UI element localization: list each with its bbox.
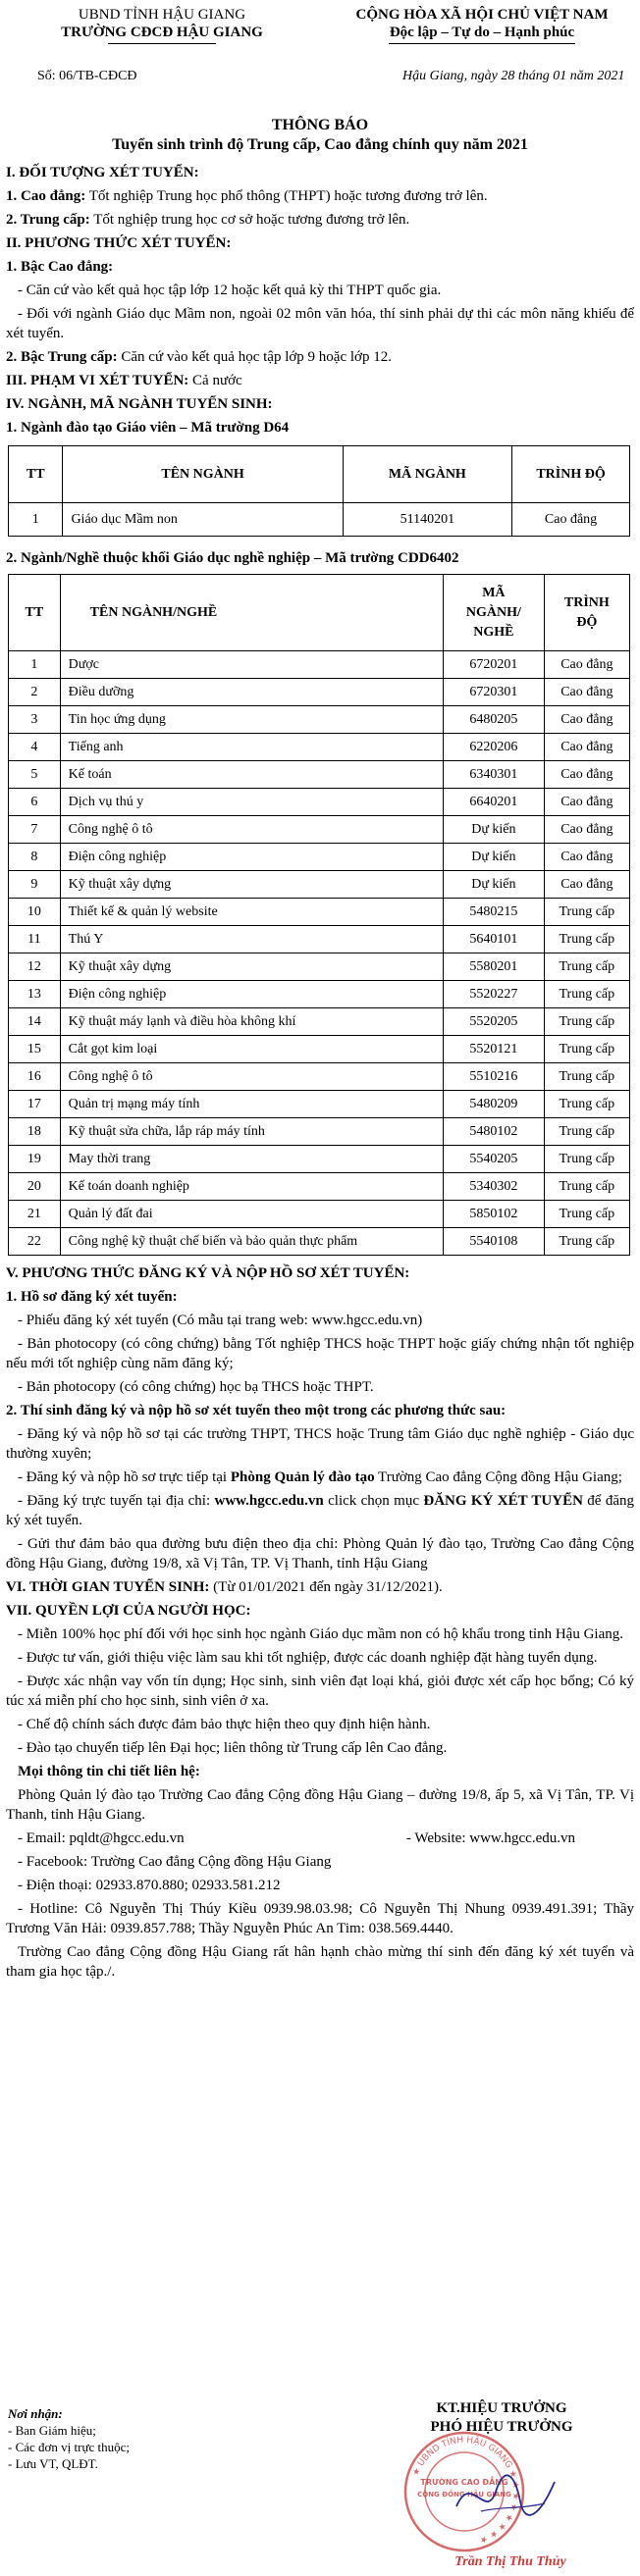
cell: 5340302 xyxy=(444,1173,545,1201)
document-date: Hậu Giang, ngày 28 tháng 01 năm 2021 xyxy=(402,69,625,83)
section-1-heading: I. ĐỐI TƯỢNG XÉT TUYỂN: xyxy=(6,165,199,180)
section-3-heading: III. PHẠM VI XÉT TUYỂN: xyxy=(6,373,189,388)
contact-email-web xyxy=(6,1829,634,1848)
table-row xyxy=(9,899,630,926)
document-body xyxy=(6,159,634,1985)
section-1-item-1 xyxy=(6,186,634,206)
cell: Dự kiến xyxy=(444,816,545,844)
cell: 20 xyxy=(9,1173,61,1201)
cell: 1 xyxy=(9,651,61,679)
signer-title-1: KT.HIỆU TRƯỞNG xyxy=(436,2400,567,2416)
item-text: Tốt nghiệp Trung học phổ thông (THPT) hoặc tương đương trở lên. xyxy=(85,188,488,204)
section-5-para-7: - Gửi thư đảm bảo qua đường bưu điện theo địa chỉ: Phòng Quản lý đào tạo, Trường Cao đẳng Cộng đồng Hậu Giang, đường 19/8, xã Vị Tân, TP. Vị Thanh, tỉnh Hậu Giang xyxy=(6,1536,634,1571)
cell: Công nghệ kỹ thuật chế biến và bảo quản thực phẩm xyxy=(60,1228,443,1256)
cell: Trung cấp xyxy=(544,926,629,953)
table-row xyxy=(9,734,630,761)
section-5-para-6 xyxy=(6,1491,634,1530)
cell: 13 xyxy=(9,981,61,1008)
cell: Dự kiến xyxy=(444,871,545,899)
table-row xyxy=(9,871,630,899)
document-title xyxy=(0,116,640,155)
table-row xyxy=(9,981,630,1008)
cell: Thiết kế & quản lý website xyxy=(60,899,443,926)
section-7-para-4: - Chế độ chính sách được đảm bảo thực hiện theo quy định hiện hành. xyxy=(18,1717,431,1732)
cell: Kế toán doanh nghiệp xyxy=(60,1173,443,1201)
section-2-para-1: - Căn cứ vào kết quả học tập lớp 12 hoặc kết quả kỳ thi THPT quốc gia. xyxy=(18,283,442,298)
svg-text:★ UBND TỈNH HẬU GIANG ★ ★ ★ ★: ★ UBND TỈNH HẬU GIANG ★ ★ ★ ★ ★ ★ ★ ★ xyxy=(410,2435,521,2546)
document-header xyxy=(0,6,640,92)
table-row xyxy=(9,844,630,871)
handwritten-signature xyxy=(452,2462,560,2531)
cell: Trung cấp xyxy=(544,981,629,1008)
cell: 22 xyxy=(9,1228,61,1256)
table-row xyxy=(9,953,630,981)
cell: Công nghệ ô tô xyxy=(60,1063,443,1091)
cell: Cao đẳng xyxy=(544,651,629,679)
cell: 10 xyxy=(9,899,61,926)
cell: Trung cấp xyxy=(544,1036,629,1063)
col-header: TT xyxy=(9,446,63,503)
cell: Trung cấp xyxy=(544,953,629,981)
cell: Tin học ứng dụng xyxy=(60,706,443,734)
cell: Cao đẳng xyxy=(544,679,629,706)
closing-statement: Trường Cao đẳng Cộng đồng Hậu Giang rất hân hạnh chào mừng thí sinh đến đăng ký xét tuyển và tham gia học tập./. xyxy=(6,1944,634,1980)
table-row xyxy=(9,926,630,953)
cell: Cao đẳng xyxy=(544,761,629,789)
cell: Cao đẳng xyxy=(512,503,630,537)
cell: Cắt gọt kim loại xyxy=(60,1036,443,1063)
cell: 14 xyxy=(9,1008,61,1036)
col-header: TÊN NGÀNH/NGHỀ xyxy=(60,575,443,651)
recipient-item: - Các đơn vị trực thuộc; xyxy=(8,2440,131,2454)
cell: 3 xyxy=(9,706,61,734)
table-header-row xyxy=(9,575,630,651)
cell: 8 xyxy=(9,844,61,871)
section-5-para-2: - Bản photocopy (có công chứng) bằng Tốt nghiệp THCS hoặc THPT hoặc giấy chứng nhận tốt nghiệp nếu mới tốt nghiệp cùng năm đăng ký; xyxy=(6,1336,634,1371)
cell: 12 xyxy=(9,953,61,981)
cell: Trung cấp xyxy=(544,899,629,926)
table-row xyxy=(9,1146,630,1173)
col-header: TRÌNH ĐỘ xyxy=(544,575,629,651)
cell: Giáo dục Mầm non xyxy=(63,503,343,537)
cell: Trung cấp xyxy=(544,1228,629,1256)
contact-website[interactable]: - Website: www.hgcc.edu.vn xyxy=(405,1830,575,1846)
table-row xyxy=(9,1228,630,1256)
website-link[interactable]: www.hgcc.edu.vn xyxy=(214,1493,324,1509)
issuing-org xyxy=(0,6,324,44)
cell: 5580201 xyxy=(444,953,545,981)
section-6 xyxy=(6,1577,634,1597)
section-5-para-5 xyxy=(6,1468,634,1487)
section-5-heading: V. PHƯƠNG THỨC ĐĂNG KÝ VÀ NỘP HỒ SƠ XÉT TUYỂN: xyxy=(6,1265,410,1281)
cell: Tiếng anh xyxy=(60,734,443,761)
cell: 5520227 xyxy=(444,981,545,1008)
table-teacher-programs xyxy=(8,445,630,537)
cell: 5850102 xyxy=(444,1201,545,1228)
text-run: click chọn mục xyxy=(323,1493,424,1509)
cell: 1 xyxy=(9,503,63,537)
cell: 5480215 xyxy=(444,899,545,926)
text-run: ĐĂNG KÝ XÉT TUYỂN xyxy=(423,1493,583,1509)
col-header: TÊN NGÀNH xyxy=(63,446,343,503)
contact-email[interactable]: - Email: pqldt@hgcc.edu.vn xyxy=(18,1830,185,1846)
item-label: 2. Bậc Trung cấp: xyxy=(6,349,118,365)
cell: 6720301 xyxy=(444,679,545,706)
cell: 4 xyxy=(9,734,61,761)
cell: Quản lý đất đai xyxy=(60,1201,443,1228)
cell: Kỹ thuật xây dựng xyxy=(60,953,443,981)
table-row xyxy=(9,761,630,789)
section-5-sub-1: 1. Hồ sơ đăng ký xét tuyển: xyxy=(6,1289,178,1305)
country-line-1: CỘNG HÒA XÃ HỘI CHỦ VIỆT NAM xyxy=(355,7,609,23)
contact-facebook: - Facebook: Trường Cao đẳng Cộng đồng Hậu Giang xyxy=(18,1854,332,1870)
cell: Thú Y xyxy=(60,926,443,953)
cell: Kế toán xyxy=(60,761,443,789)
table-row xyxy=(9,706,630,734)
table-2-caption: 2. Ngành/Nghề thuộc khối Giáo dục nghề nghiệp – Mã trường CDD6402 xyxy=(6,550,459,566)
cell: 11 xyxy=(9,926,61,953)
item-label: 2. Trung cấp: xyxy=(6,212,90,228)
org-line-1: UBND TỈNH HẬU GIANG xyxy=(78,7,246,23)
cell: 2 xyxy=(9,679,61,706)
title-line-2: Tuyển sinh trình độ Trung cấp, Cao đẳng chính quy năm 2021 xyxy=(112,136,528,153)
col-header: MÃ NGÀNH/ NGHỀ xyxy=(444,575,545,651)
text-run: - Đăng ký trực tuyến tại địa chỉ: xyxy=(18,1493,215,1509)
table-row xyxy=(9,1201,630,1228)
table-row xyxy=(9,1173,630,1201)
cell: Điện công nghiệp xyxy=(60,844,443,871)
text-run: để đăng ký xét tuyển. xyxy=(6,1493,634,1528)
cell: 5520205 xyxy=(444,1008,545,1036)
national-motto xyxy=(324,6,640,44)
table-row xyxy=(9,679,630,706)
cell: 6640201 xyxy=(444,789,545,816)
contact-hotline: - Hotline: Cô Nguyễn Thị Thúy Kiều 0939.98.03.98; Cô Nguyễn Thị Nhung 0939.491.391; Thầy Trương Văn Hải: 0939.857.788; Thầy Nguyễn Phúc An Tim: 038.569.4440. xyxy=(6,1901,634,1936)
table-row xyxy=(9,1091,630,1118)
section-7-para-1: - Miễn 100% học phí đối với học sinh học ngành Giáo dục mầm non có hộ khẩu trong tỉnh Hậu Giang. xyxy=(18,1626,623,1642)
cell: Dịch vụ thú y xyxy=(60,789,443,816)
cell: 6220206 xyxy=(444,734,545,761)
table-row xyxy=(9,1036,630,1063)
cell: Cao đẳng xyxy=(544,734,629,761)
cell: 15 xyxy=(9,1036,61,1063)
stamp-text-mid: CỘNG ĐỒNG HẬU GIANG xyxy=(417,2491,511,2499)
table-row xyxy=(9,1008,630,1036)
cell: Trung cấp xyxy=(544,1118,629,1146)
signer-name: Trần Thị Thu Thủy xyxy=(454,2554,566,2569)
cell: 16 xyxy=(9,1063,61,1091)
cell: Trung cấp xyxy=(544,1146,629,1173)
section-7-para-2: - Được tư vấn, giới thiệu việc làm sau khi tốt nghiệp, được các doanh nghiệp đặt hàng tuyển dụng. xyxy=(18,1650,598,1666)
cell: 6 xyxy=(9,789,61,816)
text-run: Trường Cao đẳng Cộng đồng Hậu Giang; xyxy=(374,1469,622,1485)
contact-phone: - Điện thoại: 02933.870.880; 02933.581.212 xyxy=(18,1878,281,1893)
section-3 xyxy=(6,371,634,390)
table-row xyxy=(9,651,630,679)
document-number: Số: 06/TB-CĐCĐ xyxy=(37,69,137,83)
cell: 5510216 xyxy=(444,1063,545,1091)
title-line-1: THÔNG BÁO xyxy=(271,117,369,133)
signer-title-2: PHÓ HIỆU TRƯỞNG xyxy=(430,2419,573,2435)
table-header-row xyxy=(9,446,630,503)
section-3-text: Cả nước xyxy=(188,373,242,388)
recipients-heading: Nơi nhận: xyxy=(8,2406,63,2421)
org-line-2: TRƯỜNG CĐCĐ HẬU GIANG xyxy=(61,25,263,40)
cell: 6720201 xyxy=(444,651,545,679)
section-6-heading: VI. THỜI GIAN TUYỂN SINH: xyxy=(6,1579,210,1595)
cell: 17 xyxy=(9,1091,61,1118)
cell: Trung cấp xyxy=(544,1201,629,1228)
cell: 6340301 xyxy=(444,761,545,789)
stamp-text-top: TRƯỜNG CAO ĐẲNG xyxy=(420,2478,508,2487)
cell: Trung cấp xyxy=(544,1173,629,1201)
section-6-text: (Từ 01/01/2021 đến ngày 31/12/2021). xyxy=(209,1579,443,1595)
cell: Điều dưỡng xyxy=(60,679,443,706)
section-5-para-1: - Phiếu đăng ký xét tuyển (Có mẫu tại trang web: www.hgcc.edu.vn) xyxy=(18,1313,423,1328)
section-4-heading: IV. NGÀNH, MÃ NGÀNH TUYỂN SINH: xyxy=(6,396,273,412)
cell: Dược xyxy=(60,651,443,679)
section-7-para-3: - Được xác nhận vay vốn tín dụng; Học sinh, sinh viên đạt loại khá, giỏi được xét cấp học bổng; Có ký túc xá miễn phí cho học sinh, sinh viên ở xa. xyxy=(6,1674,634,1709)
section-2-sub-1: 1. Bậc Cao đẳng: xyxy=(6,259,114,275)
cell: Quản trị mạng máy tính xyxy=(60,1091,443,1118)
cell: Điện công nghiệp xyxy=(60,981,443,1008)
table-vocational-programs xyxy=(8,574,630,1256)
cell: Trung cấp xyxy=(544,1063,629,1091)
text-run: Phòng Quản lý đào tạo xyxy=(230,1469,375,1485)
col-header: TT xyxy=(9,575,61,651)
country-line-2: Độc lập – Tự do – Hạnh phúc xyxy=(389,25,575,40)
recipient-item: - Ban Giám hiệu; xyxy=(8,2423,96,2438)
contact-address: Phòng Quản lý đào tạo Trường Cao đẳng Cộng đồng Hậu Giang – đường 19/8, ấp 5, xã Vị Tân, TP. Vị Thanh, tỉnh Hậu Giang. xyxy=(6,1787,634,1823)
section-5-para-4: - Đăng ký và nộp hồ sơ tại các trường THPT, THCS hoặc Trung tâm Giáo dục nghề nghiệp - Giáo dục thường xuyên; xyxy=(6,1426,634,1462)
cell: 5480209 xyxy=(444,1091,545,1118)
cell: Cao đẳng xyxy=(544,789,629,816)
cell: Cao đẳng xyxy=(544,816,629,844)
table-row xyxy=(9,816,630,844)
table-row xyxy=(9,1063,630,1091)
cell: Cao đẳng xyxy=(544,871,629,899)
cell: Trung cấp xyxy=(544,1008,629,1036)
cell: Dự kiến xyxy=(444,844,545,871)
item-text: Căn cứ vào kết quả học tập lớp 9 hoặc lớp 12. xyxy=(117,349,392,365)
table-1-caption: 1. Ngành đào tạo Giáo viên – Mã trường D64 xyxy=(6,420,290,436)
cell: 19 xyxy=(9,1146,61,1173)
table-row xyxy=(9,1118,630,1146)
section-1-item-2 xyxy=(6,210,634,230)
section-5-para-3: - Bản photocopy (có công chứng) học bạ THCS hoặc THPT. xyxy=(18,1379,374,1395)
cell: Công nghệ ô tô xyxy=(60,816,443,844)
cell: Kỹ thuật sửa chữa, lắp ráp máy tính xyxy=(60,1118,443,1146)
section-2-para-2: - Đối với ngành Giáo dục Mầm non, ngoài 02 môn văn hóa, thí sinh phải dự thi các môn năng khiếu để xét tuyển. xyxy=(6,306,634,341)
cell: 5540108 xyxy=(444,1228,545,1256)
col-header: MÃ NGÀNH xyxy=(343,446,511,503)
item-label: 1. Cao đẳng: xyxy=(6,188,86,204)
cell: 5480102 xyxy=(444,1118,545,1146)
cell: Kỹ thuật xây dựng xyxy=(60,871,443,899)
cell: Cao đẳng xyxy=(544,844,629,871)
cell: 5520121 xyxy=(444,1036,545,1063)
cell: 7 xyxy=(9,816,61,844)
col-header: TRÌNH ĐỘ xyxy=(512,446,630,503)
table-row xyxy=(9,789,630,816)
contact-heading: Mọi thông tin chi tiết liên hệ: xyxy=(18,1764,200,1779)
text-run: - Đăng ký và nộp hồ sơ trực tiếp tại xyxy=(18,1469,231,1485)
motto-underline xyxy=(389,43,575,44)
table-row xyxy=(9,503,630,537)
section-5-sub-2: 2. Thí sinh đăng ký và nộp hồ sơ xét tuyển theo một trong các phương thức sau: xyxy=(6,1403,507,1418)
cell: 5 xyxy=(9,761,61,789)
cell: Cao đẳng xyxy=(544,706,629,734)
section-7-heading: VII. QUYỀN LỢI CỦA NGƯỜI HỌC: xyxy=(6,1603,251,1619)
cell: 5540205 xyxy=(444,1146,545,1173)
cell: 51140201 xyxy=(343,503,511,537)
cell: 9 xyxy=(9,871,61,899)
cell: 21 xyxy=(9,1201,61,1228)
section-2-heading: II. PHƯƠNG THỨC XÉT TUYỂN: xyxy=(6,235,232,251)
recipients-block xyxy=(8,2405,130,2472)
cell: 6480205 xyxy=(444,706,545,734)
section-2-sub-2 xyxy=(6,347,634,367)
org-underline xyxy=(108,43,216,44)
cell: 18 xyxy=(9,1118,61,1146)
section-7-para-5: - Đào tạo chuyển tiếp lên Đại học; liên thông từ Trung cấp lên Cao đẳng. xyxy=(18,1740,448,1756)
cell: 5640101 xyxy=(444,926,545,953)
cell: Trung cấp xyxy=(544,1091,629,1118)
item-text: Tốt nghiệp trung học cơ sở hoặc tương đương trở lên. xyxy=(89,212,410,228)
recipient-item: - Lưu VT, QLĐT. xyxy=(8,2456,98,2471)
cell: Kỹ thuật máy lạnh và điều hòa không khí xyxy=(60,1008,443,1036)
cell: May thời trang xyxy=(60,1146,443,1173)
